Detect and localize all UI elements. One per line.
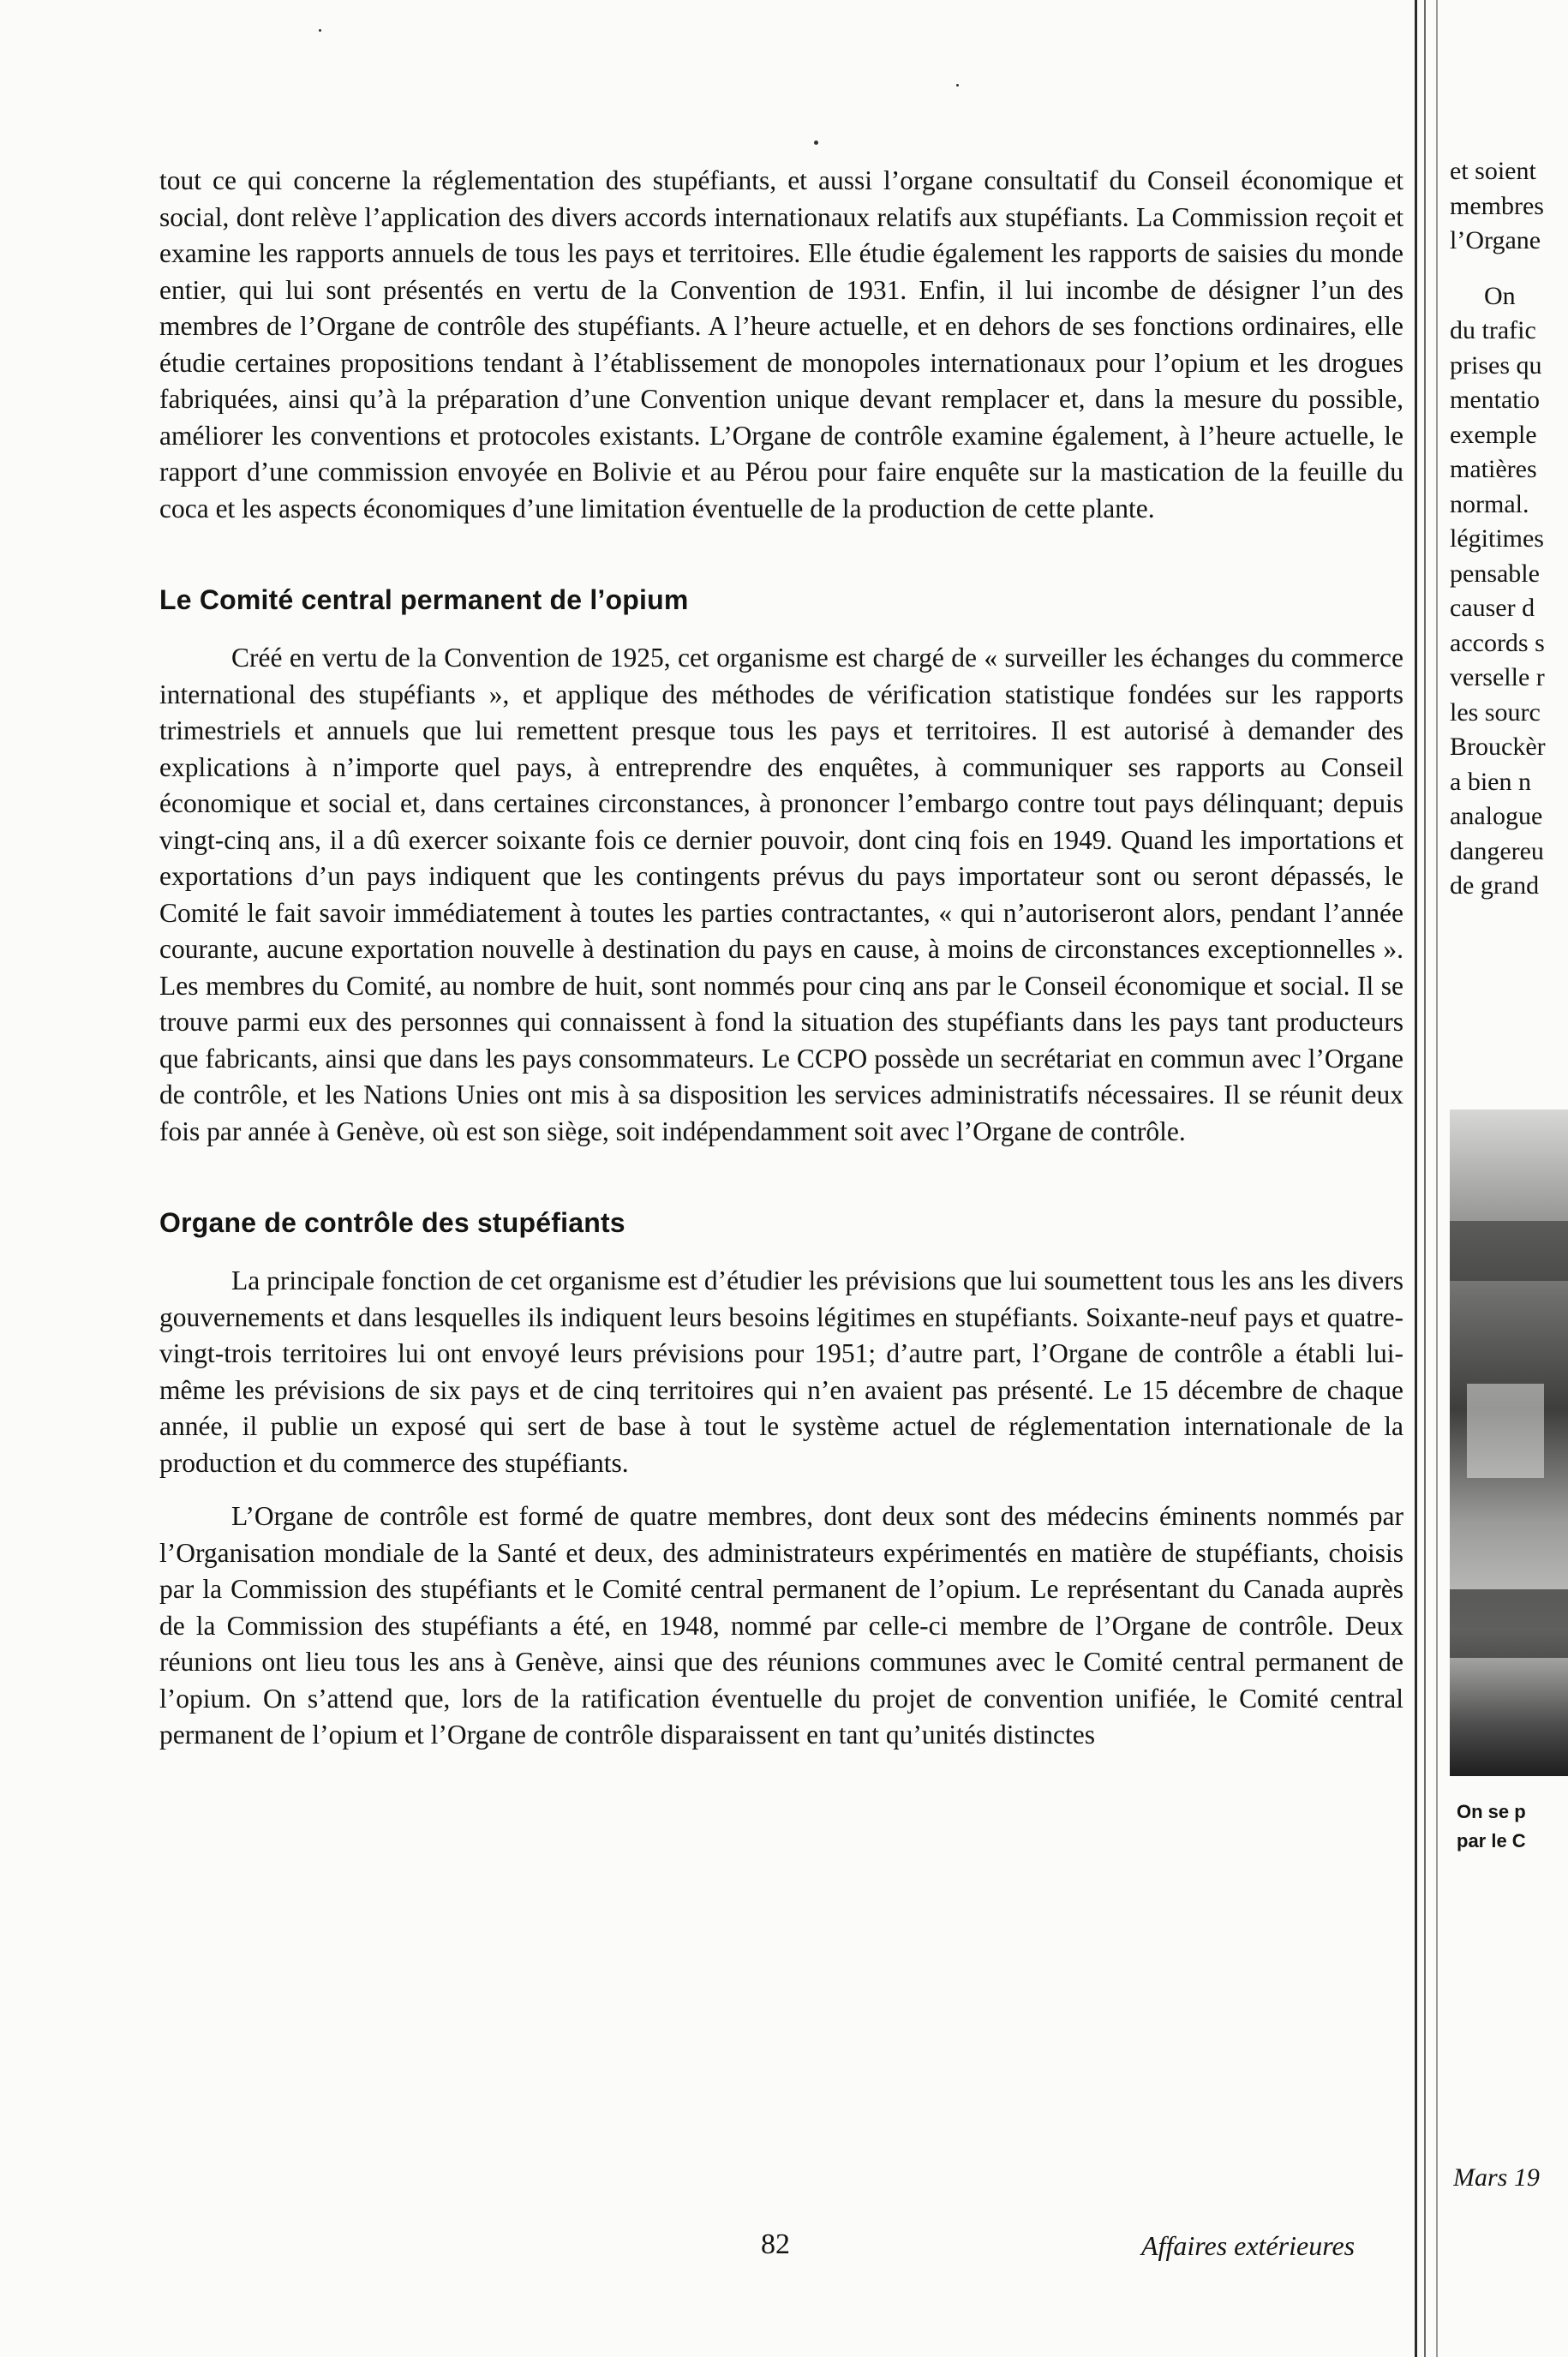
- page-number: 82: [761, 2228, 790, 2260]
- side-line: On: [1484, 281, 1516, 310]
- photo-caption: [1457, 1798, 1568, 1856]
- side-line: causer d: [1450, 594, 1535, 622]
- main-column: [159, 163, 1403, 1754]
- adjacent-page-footer: Mars 19: [1453, 2163, 1540, 2192]
- adjacent-page-column: [1450, 154, 1568, 904]
- side-line: mentatio: [1450, 386, 1540, 414]
- binding-line: [1415, 0, 1417, 2357]
- side-line: l’Organe: [1450, 226, 1541, 254]
- side-line: normal.: [1450, 489, 1529, 518]
- side-line: Brouckèr: [1450, 733, 1546, 761]
- side-line: dangereu: [1450, 836, 1544, 865]
- paragraph-intro: tout ce qui concerne la réglementation des stupéfiants, et aussi l’organe consultatif du Conseil économique et social, dont relève l’application des divers accords internationaux relatifs aux stupéfiants. La Commission reçoit et examine les rapports annuels de tous les pays et territoires. Elle étudie également les rapports de saisies du monde entier, qui lui sont présentés en vertu de la Convention de 1931. Enfin, il lui incombe de désigner l’un des membres de l’Organe de contrôle des stupéfiants. A l’heure actuelle, et en dehors de ses fonctions ordinaires, elle étudie certaines propositions tendant à l’établissement de monopoles internationaux pour l’opium et les drogues fabriquées, ainsi qu’à la préparation d’une Convention unique devant remplacer et, dans la mesure du possible, améliorer les conventions et protocoles existants. L’Organe de contrôle examine également, à l’heure actuelle, le rapport d’une commission envoyée en Bolivie et au Pérou pour faire enquête sur la mastication de la feuille du coca et les aspects économiques d’une limitation éventuelle de la production de cette plante.: [159, 165, 1403, 523]
- caption-line: On se p: [1457, 1801, 1526, 1822]
- side-line: matières: [1450, 455, 1537, 483]
- binding-line: [1436, 0, 1438, 2357]
- paragraph-ccpo: Créé en vertu de la Convention de 1925, cet organisme est chargé de « surveiller les échanges du commerce international des stupéfiants », et applique des méthodes de vérification statistique fondées sur les rapports trimestriels et annuels que lui remettent presque tous les pays et territoires. Il est autorisé à demander des explications à n’importe quel pays, à entreprendre des enquêtes, à communiquer ses rapports au Conseil économique et social et, dans certaines circonstances, à prononcer l’embargo contre tout pays délinquant; depuis vingt-cinq ans, il a dû exercer soixante fois ce dernier pouvoir, dont cinq fois en 1949. Quand les importations et exportations d’un pays indiquent que les contingents prévus du pays importateur sont ou seront dépassés, le Comité le fait savoir immédiatement à toutes les parties contractantes, « qui n’autoriseront alors, pendant l’année courante, aucune exportation nouvelle à destination du pays en cause, à moins de circonstances exceptionnelles ». Les membres du Comité, au nombre de huit, sont nommés pour cinq ans par le Conseil économique et social. Il se trouve parmi eux des personnes qui connaissent à fond la situation des stupéfiants dans les pays tant producteurs que fabricants, ainsi que dans les pays consommateurs. Le CCPO possède un secrétariat en commun avec l’Organe de contrôle, et les Nations Unies ont mis à sa disposition les services administratifs nécessaires. Il se réunit deux fois par année à Genève, où est son siège, soit indépendamment soit avec l’Organe de contrôle.: [159, 643, 1403, 1146]
- side-line: accords s: [1450, 628, 1545, 657]
- publication-title: Affaires extérieures: [1141, 2230, 1356, 2261]
- section-heading-ccpo: Le Comité central permanent de l’opium: [159, 584, 689, 615]
- paragraph-organe-function: La principale fonction de cet organisme est d’étudier les prévisions que lui soumettent tous les ans les divers gouvernements et dans lesquelles ils indiquent leurs besoins légitimes en stupéfiants. Soixante-neuf pays et quatre-vingt-trois territoires lui ont envoyé leurs prévisions pour 1951; d’autre part, l’Organe de contrôle a établi lui-même les prévisions de six pays et de cinq territoires qui n’en avaient pas présenté. Le 15 décembre de chaque année, il publie un exposé qui sert de base à tout le système actuel de réglementation internationale de la production et du commerce des stupéfiants.: [159, 1265, 1403, 1478]
- side-line: exemple: [1450, 420, 1537, 449]
- scan-speck: [814, 141, 818, 145]
- caption-line: par le C: [1457, 1830, 1526, 1852]
- side-line: les sourc: [1450, 697, 1541, 727]
- side-line: membres: [1450, 191, 1544, 220]
- side-line: pensable: [1450, 559, 1540, 588]
- side-line: légitimes: [1450, 524, 1544, 553]
- side-line: prises qu: [1450, 350, 1542, 380]
- side-line: analogue: [1450, 802, 1543, 830]
- side-line: de grand: [1450, 871, 1540, 900]
- binding-line: [1424, 0, 1426, 2357]
- section-heading-organe: Organe de contrôle des stupéfiants: [159, 1207, 625, 1238]
- side-line: a bien n: [1450, 767, 1531, 796]
- side-line: et soient: [1450, 157, 1536, 185]
- scan-speck: [956, 84, 959, 87]
- scan-speck: [319, 29, 321, 32]
- adjacent-page-photo: [1450, 1110, 1568, 1776]
- side-line: du trafic: [1450, 316, 1536, 344]
- paragraph-organe-members: L’Organe de contrôle est formé de quatre membres, dont deux sont des médecins éminents nommés par l’Organisation mondiale de la Santé et deux, des administrateurs expérimentés en matière de stupéfiants, choisis par la Commission des stupéfiants et le Comité central permanent de l’opium. Le représentant du Canada auprès de la Commission des stupéfiants a été, en 1948, nommé par celle-ci membre de l’Organe de contrôle. Deux réunions ont lieu tous les ans à Genève, ainsi que des réunions communes avec le Comité central permanent de l’opium. On s’attend que, lors de la ratification éventuelle du projet de convention unifiée, le Comité central permanent de l’opium et l’Organe de contrôle disparaissent en tant qu’unités distinctes: [159, 1501, 1403, 1750]
- side-line: verselle r: [1450, 663, 1545, 691]
